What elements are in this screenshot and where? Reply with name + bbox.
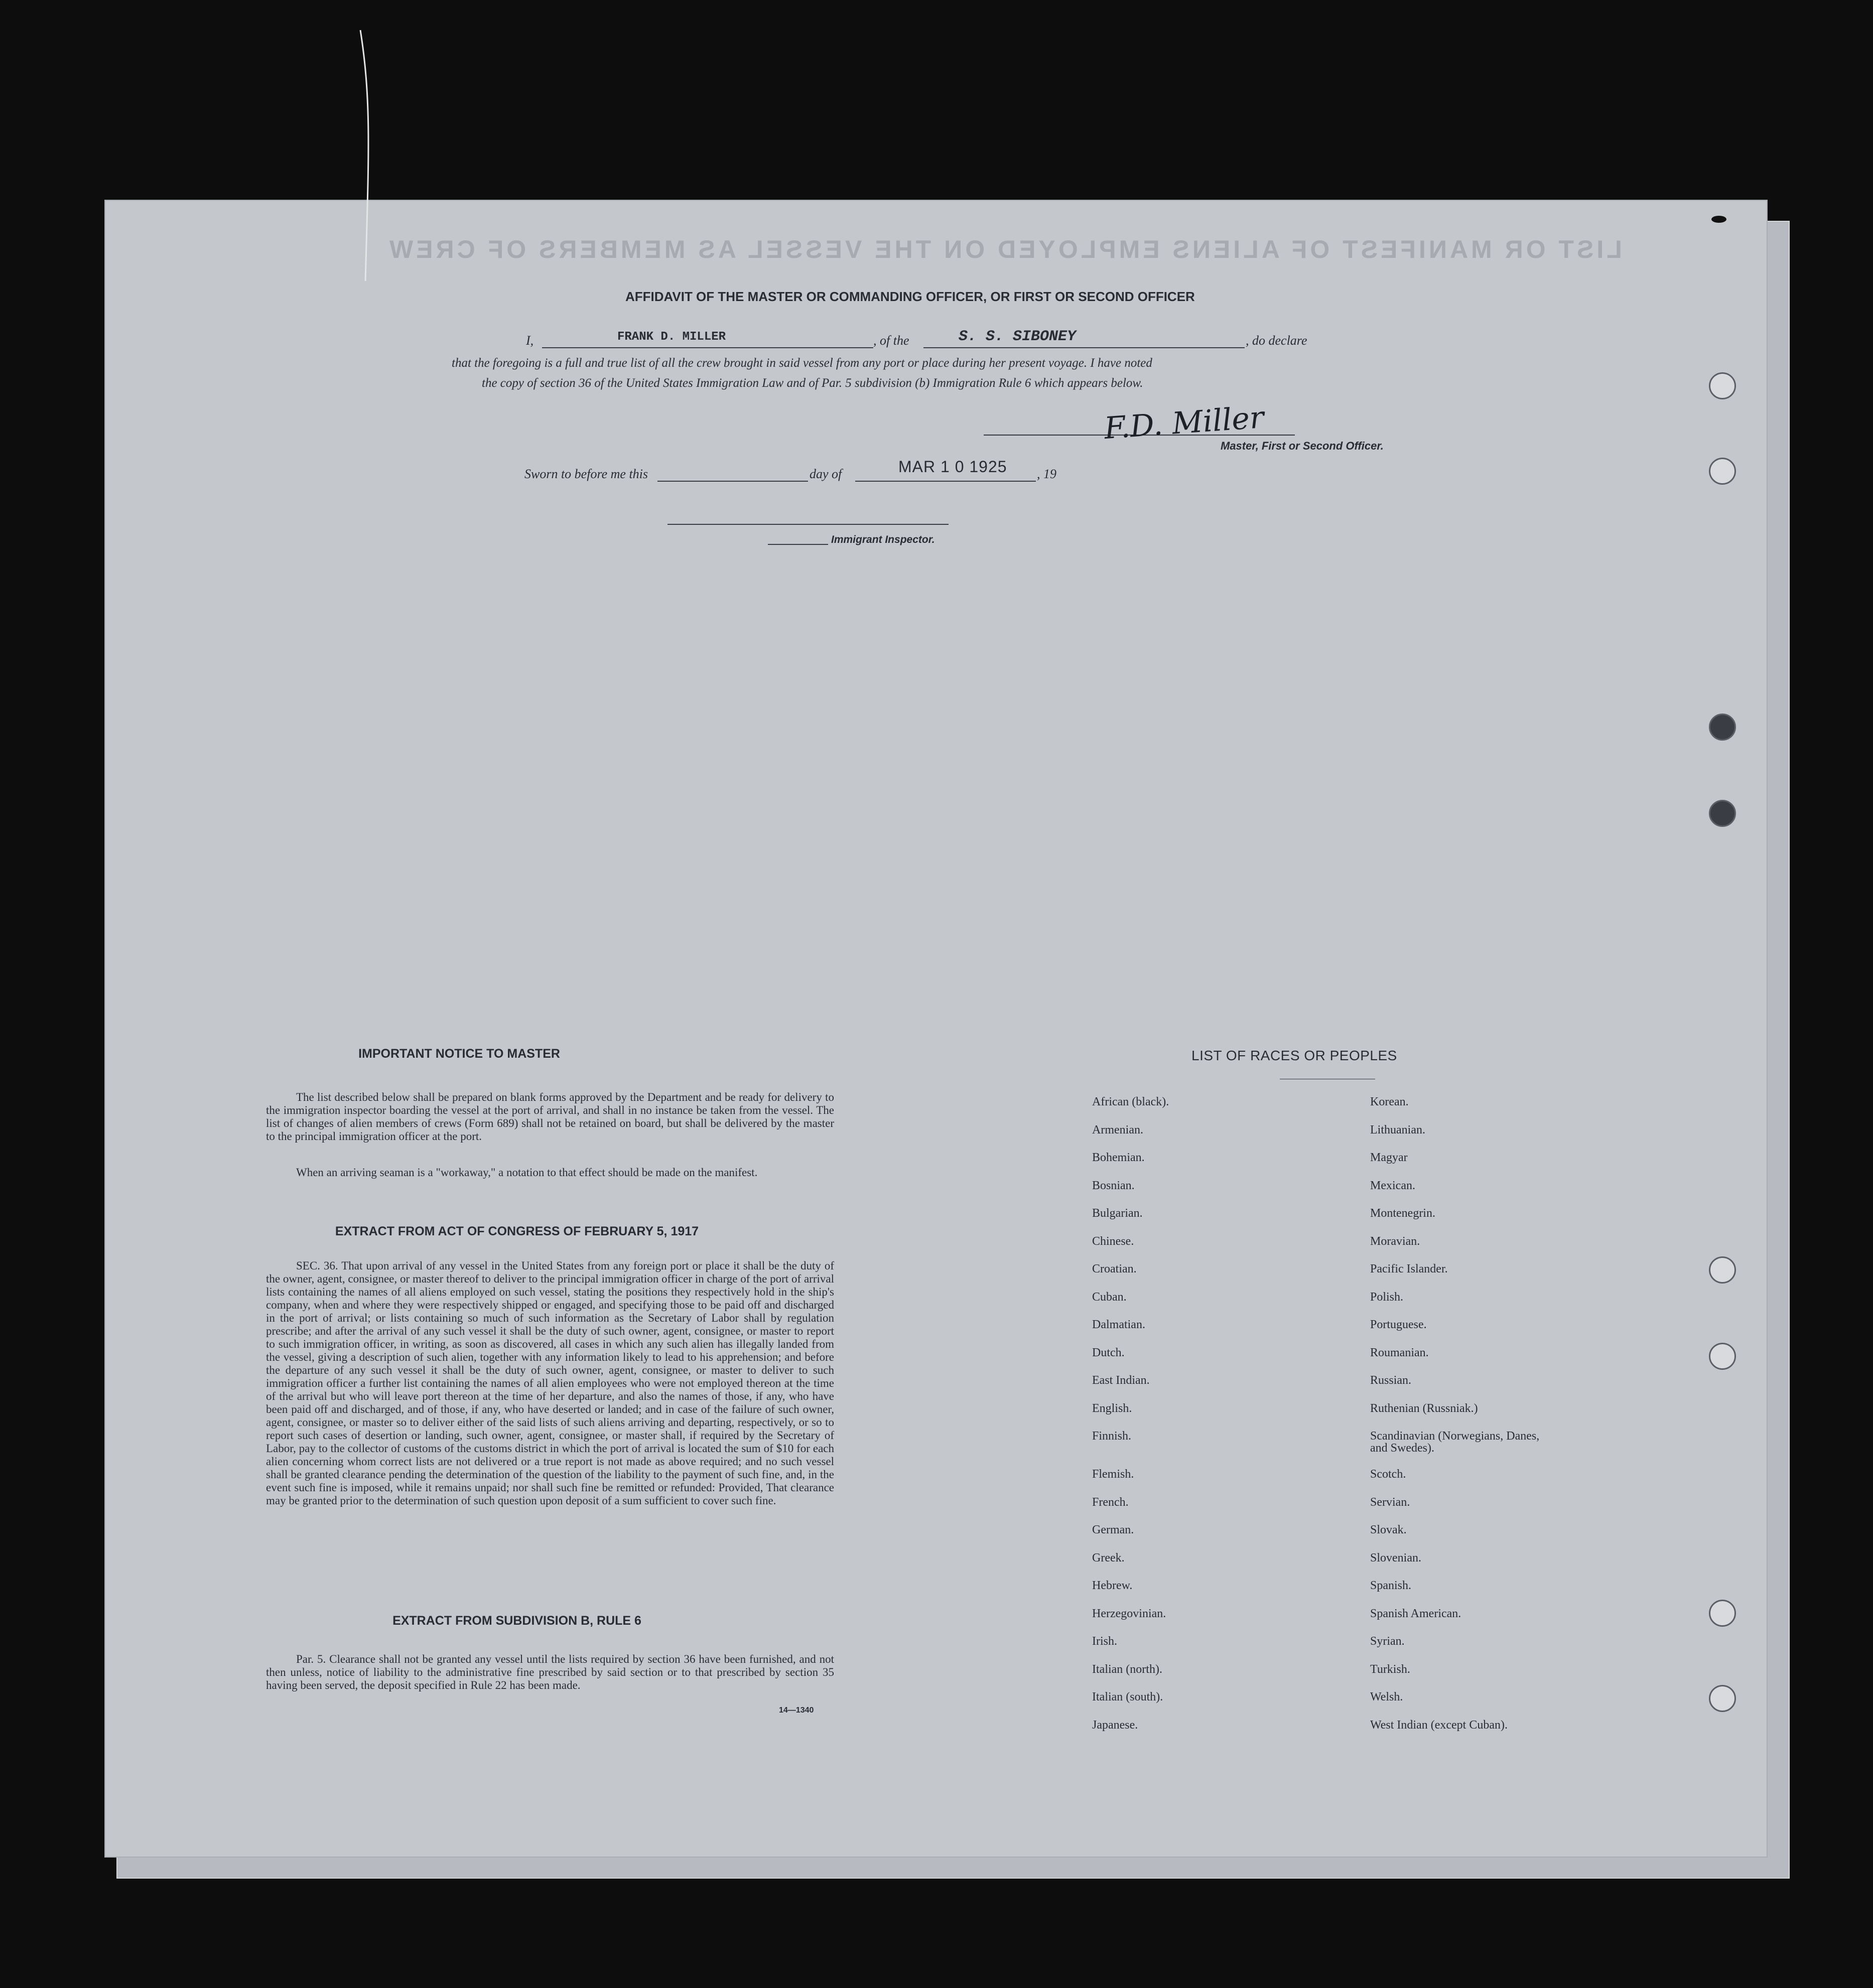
race-entry: English. bbox=[1092, 1401, 1132, 1415]
vessel-name: S. S. SIBONEY bbox=[959, 328, 1077, 345]
race-entry: Japanese. bbox=[1092, 1718, 1138, 1732]
sworn-label: Sworn to before me this bbox=[524, 467, 648, 481]
race-entry: Portuguese. bbox=[1370, 1318, 1427, 1331]
sworn-day-line bbox=[657, 481, 808, 482]
race-entry: Hebrew. bbox=[1092, 1579, 1133, 1592]
races-left-column bbox=[1092, 1096, 1343, 1747]
form-number: 14—1340 bbox=[779, 1706, 814, 1715]
signature-caption: Master, First or Second Officer. bbox=[1221, 440, 1384, 452]
race-entry: Lithuanian. bbox=[1370, 1123, 1425, 1137]
races-heading: LIST OF RACES OR PEOPLES bbox=[1191, 1048, 1397, 1063]
race-entry: German. bbox=[1092, 1523, 1134, 1536]
race-entry: Russian. bbox=[1370, 1374, 1412, 1387]
race-entry: Slovenian. bbox=[1370, 1551, 1421, 1565]
vessel-line bbox=[923, 347, 1245, 348]
binder-hole bbox=[1709, 800, 1736, 827]
affidavit-heading: AFFIDAVIT OF THE MASTER OR COMMANDING OFFICER, OR FIRST OR SECOND OFFICER bbox=[625, 289, 1195, 304]
race-entry: East Indian. bbox=[1092, 1374, 1150, 1387]
race-entry: Polish. bbox=[1370, 1290, 1404, 1304]
race-entry: Bosnian. bbox=[1092, 1179, 1135, 1192]
binder-hole bbox=[1709, 372, 1736, 399]
binder-hole bbox=[1709, 1600, 1736, 1627]
race-entry: Moravian. bbox=[1370, 1234, 1420, 1248]
sworn-month-line bbox=[855, 481, 1036, 482]
document-page bbox=[105, 201, 1767, 1857]
race-entry: Dutch. bbox=[1092, 1346, 1125, 1359]
binder-hole bbox=[1709, 1256, 1736, 1284]
race-entry: Spanish. bbox=[1370, 1579, 1412, 1592]
race-entry: Bulgarian. bbox=[1092, 1207, 1143, 1220]
inspector-caption: Immigrant Inspector. bbox=[831, 534, 935, 545]
race-entry: Scotch. bbox=[1370, 1468, 1406, 1481]
notice-paragraph-1: The list described below shall be prepared on blank forms approved by the Department and be ready for delivery to the immigration inspector boarding the vessel at the port of arrival, and shall in no instance be taken from the vessel. The list of changes of alien members of crews (Form 689) shall not be retained on board, but shall be delivered by the master to the principal immigration officer at the port. bbox=[266, 1091, 834, 1143]
binder-hole bbox=[1709, 714, 1736, 741]
day-of-label: day of bbox=[810, 467, 842, 481]
race-entry: Turkish. bbox=[1370, 1662, 1410, 1676]
rule-extract-body: Par. 5. Clearance shall not be granted any vessel until the lists required by section 36 have been furnished, and not then unless, notice of liability to the administrative fine prescribed by said section or to that prescribed by section 35 having been served, the deposit specified in Rule 22 has been made. bbox=[266, 1653, 834, 1691]
act-extract-body: SEC. 36. That upon arrival of any vessel in the United States from any foreign port or place it shall be the duty of the owner, agent, consignee, or master thereof to deliver to the principal immigration officer in charge of the port of arrival lists containing the names of all aliens employed on such vessel, stating the positions they respectively hold in the ship's company, when and where they were respectively shipped or engaged, and specifying those to be paid off and discharged in the port of arrival; or lists containing so much of such information as the Secretary of Labor shall by regulation prescribe; and after the arrival of any such vessel it shall be the duty of such owner, agent, consignee, or master to report to such immigration officer, in writing, as soon as discovered, all cases in which any such alien has illegally landed from the vessel, giving a description of such alien, together with any information likely to lead to his apprehension; and before the departure of any such vessel it shall be the duty of such owner, agent, consignee, or master to deliver to such immigration officer a further list containing the names of all alien employees who were not employed thereon at the time of the arrival but who will leave port thereon at the time of her departure, and also the names of those, if any, who have been paid off and discharged, and of those, if any, who have deserted or landed; and in case of the failure of such owner, agent, consignee, or master so to deliver either of the said lists of such aliens arriving and departing, respectively, or so to report such cases of desertion or landing, such owner, agent, consignee, or master shall, if required by the Secretary of Labor, pay to the collector of customs of the customs district in which the port of arrival is located the sum of $10 for each alien concerning whom correct lists are not delivered or a true report is not made as above required; and no such vessel shall be granted clearance pending the determination of the question of the liability to the payment of such fine, and, in the event such fine is imposed, while it remains unpaid; nor shall such fine be remitted or refunded: Provided, That clearance may be granted prior to the determination of such question upon deposit of a sum sufficient to cover such fine. bbox=[266, 1259, 834, 1507]
punch-mark bbox=[1711, 216, 1726, 223]
race-entry: Roumanian. bbox=[1370, 1346, 1429, 1359]
inspector-line bbox=[667, 524, 949, 525]
of-the-label: , of the bbox=[873, 333, 909, 348]
race-entry: Herzegovinian. bbox=[1092, 1607, 1166, 1620]
race-entry: Italian (north). bbox=[1092, 1662, 1162, 1676]
act-extract-heading: EXTRACT FROM ACT OF CONGRESS OF FEBRUARY 5, 1917 bbox=[335, 1224, 699, 1238]
race-entry: Servian. bbox=[1370, 1495, 1410, 1509]
race-entry: Montenegrin. bbox=[1370, 1207, 1435, 1220]
race-entry: Flemish. bbox=[1092, 1468, 1134, 1481]
affidavit-line-2: that the foregoing is a full and true list of all the crew brought in said vessel from any port or place during her present voyage. I have noted bbox=[452, 356, 1152, 370]
race-entry: Cuban. bbox=[1092, 1290, 1127, 1304]
binder-hole bbox=[1709, 458, 1736, 485]
race-entry: Dalmatian. bbox=[1092, 1318, 1145, 1331]
race-entry: Italian (south). bbox=[1092, 1690, 1163, 1703]
master-signature: F.D. Miller bbox=[1103, 399, 1265, 447]
races-right-column bbox=[1370, 1096, 1581, 1747]
race-entry: Croatian. bbox=[1092, 1262, 1137, 1275]
year-label: , 19 bbox=[1037, 467, 1056, 481]
rule-extract-heading: EXTRACT FROM SUBDIVISION B, RULE 6 bbox=[392, 1614, 641, 1628]
binder-hole bbox=[1709, 1685, 1736, 1712]
race-entry: Ruthenian (Russniak.) bbox=[1370, 1401, 1478, 1415]
master-name-line bbox=[542, 347, 873, 348]
binder-hole bbox=[1709, 1343, 1736, 1370]
race-entry: French. bbox=[1092, 1495, 1129, 1509]
master-name: FRANK D. MILLER bbox=[617, 330, 726, 344]
race-entry: West Indian (except Cuban). bbox=[1370, 1718, 1508, 1732]
notice-paragraph-2: When an arriving seaman is a "workaway," a notation to that effect should be made on the manifest. bbox=[296, 1166, 758, 1179]
race-entry: Irish. bbox=[1092, 1635, 1117, 1648]
race-entry: Mexican. bbox=[1370, 1179, 1415, 1192]
date-stamp: MAR 1 0 1925 bbox=[898, 458, 1007, 476]
do-declare-label: , do declare bbox=[1246, 333, 1307, 348]
race-entry: Magyar bbox=[1370, 1151, 1408, 1164]
race-entry: Syrian. bbox=[1370, 1635, 1405, 1648]
notice-heading: IMPORTANT NOTICE TO MASTER bbox=[358, 1047, 560, 1061]
race-entry: Chinese. bbox=[1092, 1234, 1134, 1248]
race-entry: Welsh. bbox=[1370, 1690, 1403, 1703]
race-entry: Scandinavian (Norwegians, Danes, and Swedes). bbox=[1370, 1430, 1540, 1455]
race-entry: African (black). bbox=[1092, 1095, 1169, 1108]
declarant-label: I, bbox=[526, 333, 534, 348]
race-entry: Pacific Islander. bbox=[1370, 1262, 1448, 1275]
race-entry: Korean. bbox=[1370, 1095, 1409, 1108]
affidavit-line-3: the copy of section 36 of the United States Immigration Law and of Par. 5 subdivision (b) Immigration Rule 6 which appears below. bbox=[482, 376, 1143, 390]
race-entry: Armenian. bbox=[1092, 1123, 1143, 1137]
race-entry: Slovak. bbox=[1370, 1523, 1407, 1536]
race-entry: Bohemian. bbox=[1092, 1151, 1145, 1164]
bleed-through-heading: LIST OR MANIFEST OF ALIENS EMPLOYED ON THE VESSEL AS MEMBERS OF CREW bbox=[386, 235, 1622, 263]
race-entry: Spanish American. bbox=[1370, 1607, 1461, 1620]
race-entry: Finnish. bbox=[1092, 1430, 1132, 1443]
race-entry: Greek. bbox=[1092, 1551, 1125, 1565]
inspector-short-line bbox=[768, 544, 828, 545]
